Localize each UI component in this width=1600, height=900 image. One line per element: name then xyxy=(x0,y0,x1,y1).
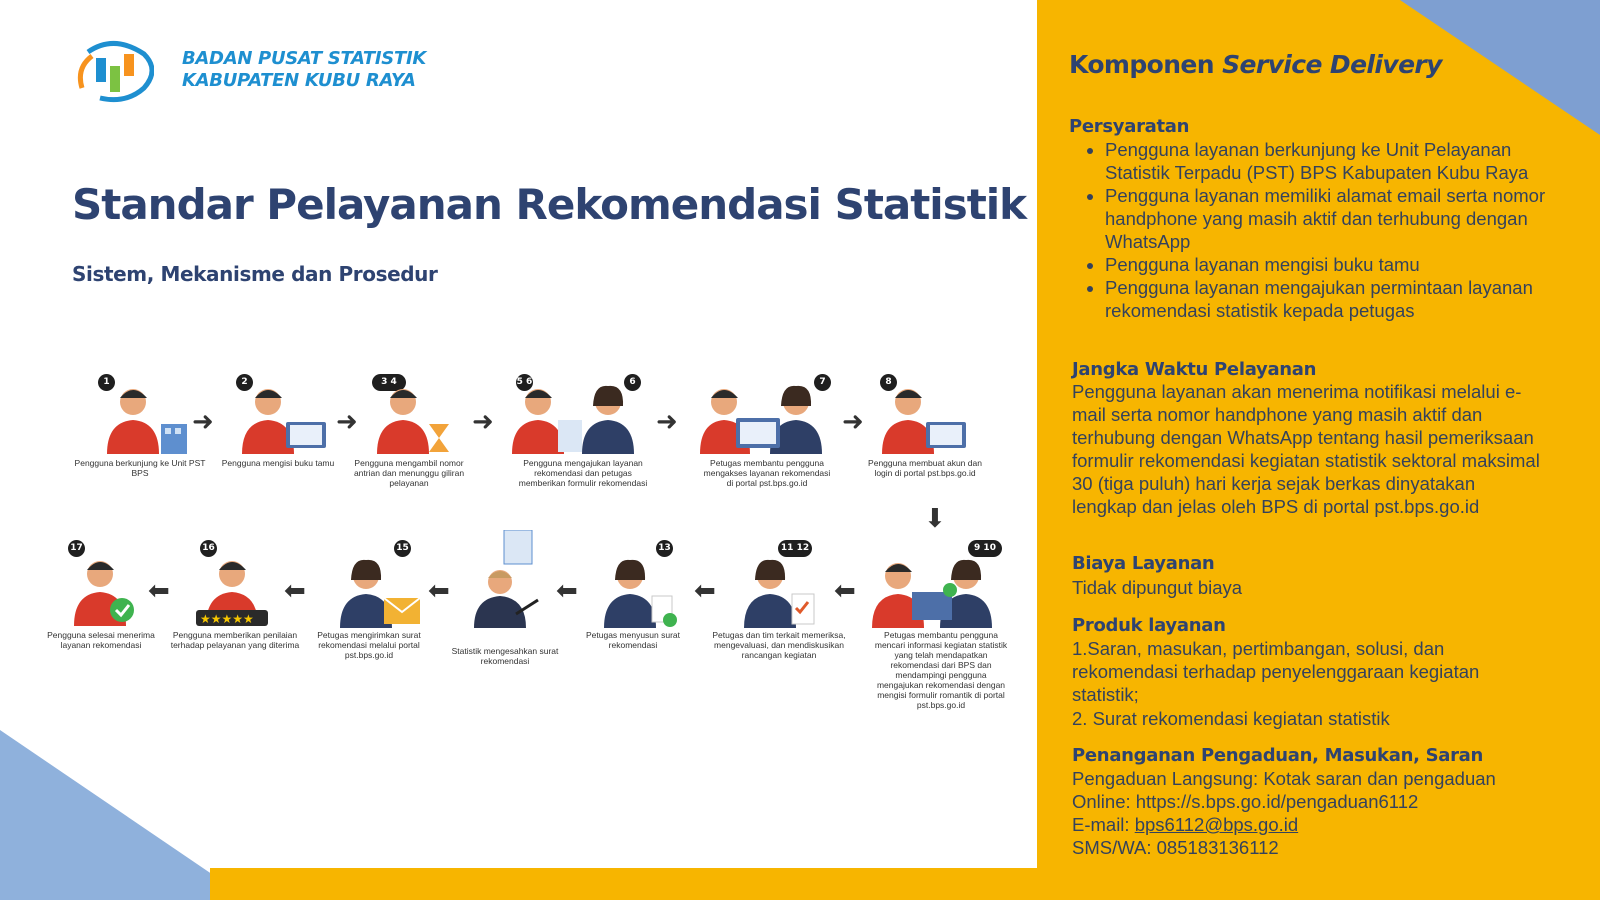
list-item: • Pengguna layanan mengajukan permintaan layanan rekomendasi statistik kepada petugas xyxy=(1105,276,1565,322)
step-number: 17 xyxy=(68,540,85,557)
bps-logo-icon xyxy=(74,40,154,106)
step-number-secondary: 6 xyxy=(624,374,641,391)
arrow-left-icon: ⬅ xyxy=(834,576,856,606)
step-caption: Pengguna mengajukan layanan rekomendasi dan petugas memberikan formulir rekomendasi xyxy=(518,458,648,488)
step-caption: Pengguna selesai menerima layanan rekomendasi xyxy=(47,630,155,650)
arrow-right-icon: ➜ xyxy=(192,407,214,437)
biaya-text: Tidak dipungut biaya xyxy=(1072,577,1243,598)
panel-title-italic: Service Delivery xyxy=(1222,50,1442,79)
person-rating-stars-icon xyxy=(178,552,308,632)
step-number: 7 xyxy=(814,374,831,391)
page-subtitle: Sistem, Mekanisme dan Prosedur xyxy=(72,262,438,286)
person-laptop-icon xyxy=(220,378,350,458)
pengaduan-line1: Pengaduan Langsung: Kotak saran dan pengaduan xyxy=(1072,768,1496,789)
step-caption: Petugas menyusun surat rekomendasi xyxy=(585,630,681,650)
produk-heading: Produk layanan xyxy=(1072,615,1226,636)
list-item: • Pengguna layanan memiliki alamat email serta nomor handphone yang masih aktif dan terhubung dengan WhatsApp xyxy=(1105,184,1565,253)
jangka-text: Pengguna layanan akan menerima notifikasi melalui e-mail serta nomor handphone yang masih aktif dan terhubung dengan WhatsApp tentang hasil pemeriksaan formulir rekomendasi kegiatan statistik sektoral maksimal 30 (tiga puluh) hari kerja sejak berkas dinyatakan lengkap dan jelas oleh BPS di portal pst.bps.go.id xyxy=(1072,381,1540,517)
persyaratan-list xyxy=(1092,138,1565,322)
step-caption: Pengguna mengambil nomor antrian dan menunggu giliran pelayanan xyxy=(353,458,465,488)
step-caption: Petugas membantu pengguna mencari informasi kegiatan statistik yang telah mendapatkan rekomendasi dari BPS dan mendampingi pengguna mengajukan rekomendasi dengan mengisi formulir romantik di portal pst.bps.go.id xyxy=(874,630,1008,710)
officer-send-mail-icon xyxy=(330,552,460,632)
produk-line2: 2. Surat rekomendasi kegiatan statistik xyxy=(1072,708,1390,729)
arrow-left-icon: ⬅ xyxy=(694,576,716,606)
arrow-down-icon: ⬇ xyxy=(924,504,946,534)
svg-text:★★★★★: ★★★★★ xyxy=(200,612,254,626)
email-link[interactable]: bps6112@bps.go.id xyxy=(1134,814,1299,835)
step-caption: Pengguna memberikan penilaian terhadap pelayanan yang diterima xyxy=(170,630,300,650)
persyaratan-heading: Persyaratan xyxy=(1069,116,1190,137)
org-name-line2: KABUPATEN KUBU RAYA xyxy=(182,70,416,91)
step-number: 1 xyxy=(98,374,115,391)
arrow-left-icon: ⬅ xyxy=(428,576,450,606)
step-caption: Pengguna mengisi buku tamu xyxy=(221,458,335,468)
person-officer-screen-icon xyxy=(700,378,830,458)
person-officer-check-icon xyxy=(868,552,998,632)
person-check-icon xyxy=(48,552,178,632)
arrow-left-icon: ⬅ xyxy=(556,576,578,606)
decorative-band xyxy=(210,868,1037,900)
step-caption: Pengguna berkunjung ke Unit PST BPS xyxy=(74,458,206,478)
person-laptop-login-icon xyxy=(868,378,998,458)
person-officer-form-icon xyxy=(508,378,658,458)
org-name-line1: BADAN PUSAT STATISTIK xyxy=(182,48,426,69)
officer-document-icon xyxy=(590,552,720,632)
arrow-right-icon: ➜ xyxy=(472,407,494,437)
biaya-heading: Biaya Layanan xyxy=(1072,553,1215,574)
service-delivery-panel xyxy=(1037,0,1600,900)
official-signing-icon xyxy=(460,530,590,630)
list-item: • Pengguna layanan mengisi buku tamu xyxy=(1105,253,1565,276)
produk-line1: 1.Saran, masukan, pertimbangan, solusi, dan rekomendasi terhadap penyelenggaraan kegiatan statistik; xyxy=(1072,638,1480,705)
step-caption: Petugas mengirimkan surat rekomendasi melalui portal pst.bps.go.id xyxy=(317,630,421,660)
step-caption: Pengguna membuat akun dan login di portal pst.bps.go.id xyxy=(868,458,982,478)
step-number: 2 xyxy=(236,374,253,391)
step-caption: Petugas dan tim terkait memeriksa, mengevaluasi, dan mendiskusikan rancangan kegiatan xyxy=(712,630,846,660)
list-item: • Pengguna layanan berkunjung ke Unit Pelayanan Statistik Terpadu (PST) BPS Kabupaten Kubu Raya xyxy=(1105,138,1565,184)
arrow-right-icon: ➜ xyxy=(336,407,358,437)
officer-checklist-icon xyxy=(730,552,860,632)
pengaduan-sms: SMS/WA: 085183136112 xyxy=(1072,837,1279,858)
step-number: 8 xyxy=(880,374,897,391)
panel-title-plain: Komponen xyxy=(1069,50,1223,79)
page-title: Standar Pelayanan Rekomendasi Statistik xyxy=(72,180,1027,229)
step-caption: Statistik mengesahkan surat rekomendasi xyxy=(451,646,559,666)
pengaduan-online: Online: https://s.bps.go.id/pengaduan6112 xyxy=(1072,791,1419,812)
step-number: 15 xyxy=(394,540,411,557)
step-number: 11 12 xyxy=(778,540,812,557)
arrow-right-icon: ➜ xyxy=(656,407,678,437)
step-number: 5 6 xyxy=(516,374,533,391)
arrow-right-icon: ➜ xyxy=(842,407,864,437)
step-caption: Petugas membantu pengguna mengakses layanan rekomendasi di portal pst.bps.go.id xyxy=(703,458,831,488)
step-number: 9 10 xyxy=(968,540,1002,557)
panel-title xyxy=(1069,50,1442,79)
arrow-left-icon: ⬅ xyxy=(284,576,306,606)
org-name xyxy=(182,48,426,92)
email-label: E-mail: xyxy=(1072,814,1135,835)
step-number: 3 4 xyxy=(372,374,406,391)
jangka-heading: Jangka Waktu Pelayanan xyxy=(1072,359,1317,380)
step-number: 13 xyxy=(656,540,673,557)
pengaduan-email-row xyxy=(1072,813,1298,836)
step-number: 16 xyxy=(200,540,217,557)
pengaduan-heading: Penanganan Pengaduan, Masukan, Saran xyxy=(1072,745,1484,766)
arrow-left-icon: ⬅ xyxy=(148,576,170,606)
person-hourglass-icon xyxy=(355,378,485,458)
